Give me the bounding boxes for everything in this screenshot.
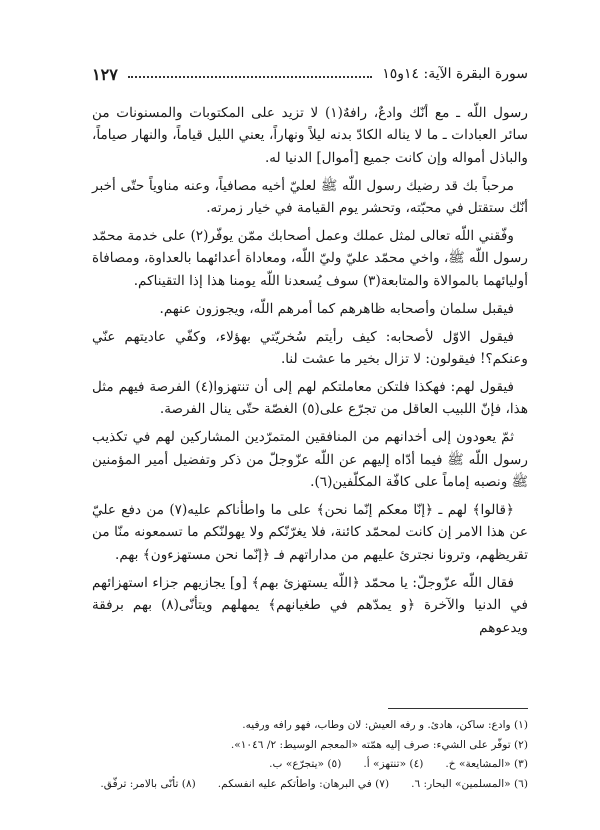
paragraph: فيقول لهم: فهكذا فلتكن معاملتكم لهم إلى أن تنتهزوا(٤) الفرصة فيهم مثل هذا، فإنّ اللبيب العاقل من تجرّع على(٥) الغصّة حتّى ينال الفرصة. bbox=[92, 378, 528, 418]
footnote: (٢) توفّر على الشيء: صرف إليه همّته «المعجم الوسيط: ٢/ ١٠٤٦». bbox=[230, 738, 528, 751]
body-text bbox=[92, 102, 528, 644]
paragraph: فقال اللّه عزّوجلّ: يا محمّد ﴿اللّه يستهزئ بهم﴾ [و] يجازيهم جزاء استهزائهم في الدنيا والآخرة ﴿و يمدّهم في طغيانهم﴾ يمهلهم ويتأنّى(٨) بهم برفقة ويدعوهم bbox=[92, 574, 528, 636]
paragraph: فيقول الاوّل لأصحابه: كيف رأيتم سُخريّتي بهؤلاء، وكفّي عاديتهم عنّي وعنكم؟! فيقولون: لا تزال بخير ما عشت لنا. bbox=[92, 328, 528, 368]
footnote: (٤) «تنتهز» أ. bbox=[363, 758, 424, 770]
header-dotted-line bbox=[128, 76, 372, 78]
page-header bbox=[92, 62, 528, 86]
paragraph: رسول اللّه ـ مع أنّك وادعٌ، رافهٌ(١) لا تزيد على المكتوبات والمسنونات من سائر العبادات ـ ما لا يناله الكادّ بدنه ليلاً ونهاراً، يعني الليل قياماً، والنهار صياماً، والباذل أمواله وإن كانت جميع [أموال] الدنيا له. bbox=[92, 105, 528, 166]
footnote: (٥) «يتجرّع» ب. bbox=[269, 758, 342, 770]
footnote: (٣) «المشايعة» خ. bbox=[445, 758, 528, 770]
footnote: (٧) في البرهان: واطأتكم عليه انفسكم. bbox=[217, 777, 390, 790]
footnote-row bbox=[92, 716, 528, 736]
paragraph: ﴿قالوا﴾ لهم ـ ﴿إنّا معكم إنّما نحن﴾ على ما واطأناكم عليه(٧) من دفع عليّ عن هذا الامر إن كانت لمحمّد كائنة، فلا يغرّنّكم ولا يهولنّكم ما تسمعونه منّا من تقريظهم، وترونا نجترئ عليهم من مداراتهم فـ ﴿إنّما نحن مستهزءون﴾ بهم. bbox=[92, 502, 528, 563]
footnote-row bbox=[92, 775, 528, 795]
page-number: ١٢٧ bbox=[92, 64, 118, 84]
footnotes bbox=[92, 716, 528, 794]
surah-title: سورة البقرة الآية: ١٤و١٥ bbox=[382, 66, 528, 82]
paragraph: مرحباً بك قد رضيك رسول اللّه ﷺ لعليّ أخيه مصافياً، وعنه مناوياً حتّى أخبر أنّك ستقتل في محبّته، وتحشر يوم القيامة في خيار زمرته. bbox=[92, 177, 528, 217]
footnote-row bbox=[92, 736, 528, 756]
paragraph: ثمّ يعودون إلى أخدانهم من المنافقين المتمرّدين المشاركين لهم في تكذيب رسول اللّه ﷺ فيما أدّاه إليهم عن اللّه عزّوجلّ من ذكر وتفضيل أمير المؤمنين ﷺ ونصبه إماماً على كافّة المكلّفين(٦). bbox=[92, 429, 528, 491]
paragraph: وفّقني اللّه تعالى لمثل عملك وعمل أصحابك ممّن يوفّر(٢) على خدمة محمّد رسول اللّه ﷺ، واخي محمّد عليّ وليّ اللّه، ومعاداة أعدائهما بالعداوة، ومصافاة أوليائهما بالموالاة والمتابعة(٣) سوف يُسعدنا اللّه يومنا هذا إذا التقيناكم. bbox=[92, 228, 528, 289]
footnote-row bbox=[92, 755, 528, 775]
footnote: (١) وادع: ساكن، هادئ. و رفه العيش: لان وطاب، فهو رافه ورفيه. bbox=[242, 719, 528, 731]
footnote: (٨) تأنّى بالامر: ترفّق. bbox=[100, 777, 196, 790]
footnote: (٦) «المسلمين» البحار: ٦. bbox=[411, 777, 528, 790]
footnote-divider bbox=[388, 708, 528, 709]
paragraph: فيقبل سلمان وأصحابه ظاهرهم كما أمرهم اللّه، ويجوزون عنهم. bbox=[159, 300, 514, 317]
